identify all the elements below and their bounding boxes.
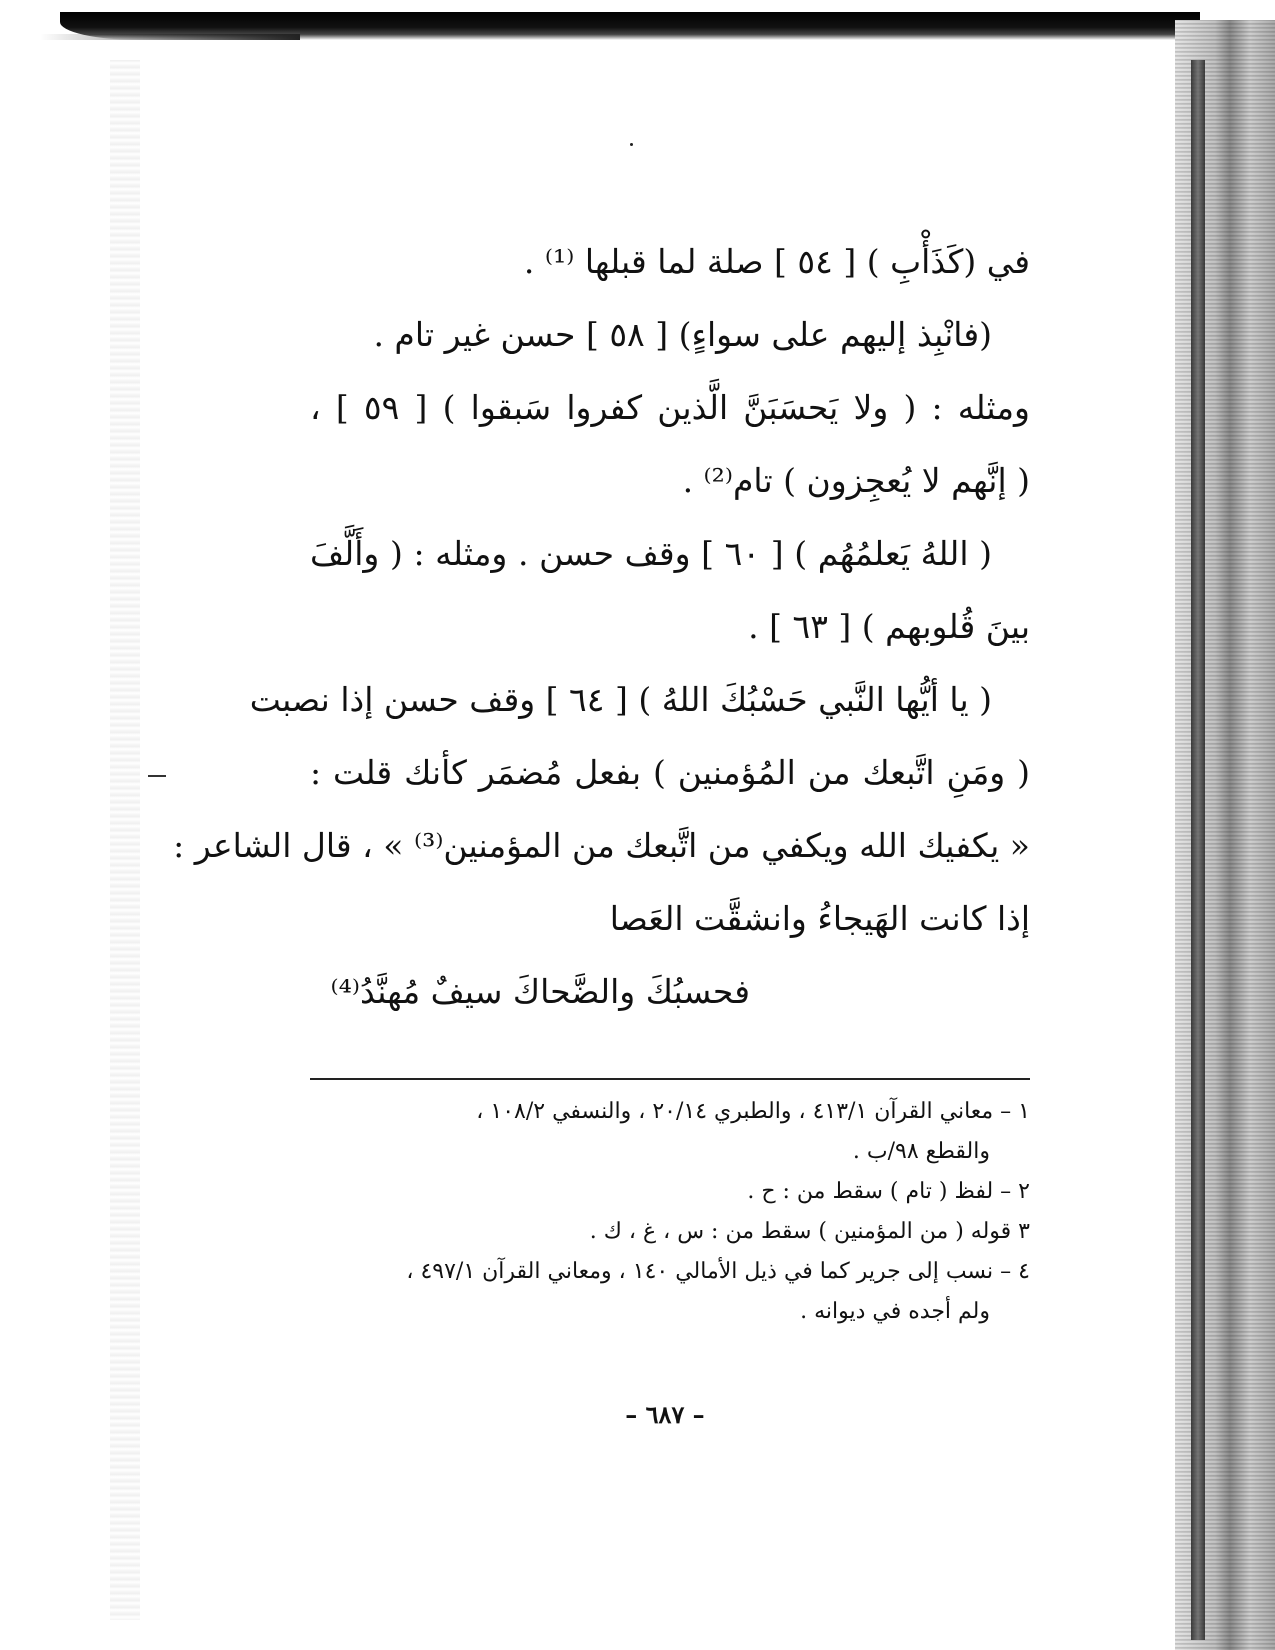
- text-line: ( إنَّهم لا يُعجِزون ) تام⁽²⁾ .: [682, 461, 1030, 500]
- verse-line-second-hemistich: فحسبُكَ والضَّحاكَ سيفٌ مُهنَّدُ⁽⁴⁾: [330, 972, 750, 1011]
- footnote-line: ٢ – لفظ ( تام ) سقط من : ح .: [747, 1179, 1030, 1204]
- text-line: ومثله : ( ولا يَحسَبَنَّ الَّذين كفروا سَبقوا ) [ ٥٩ ] ،: [310, 388, 1030, 427]
- scan-left-strip: [110, 60, 140, 1620]
- scan-dot: [630, 143, 633, 146]
- footnote-line: ١ – معاني القرآن ٤١٣/١ ، والطبري ٢٠/١٤ ، والنسفي ١٠٨/٢ ،: [476, 1099, 1030, 1124]
- footnote-line: ولم أجده في ديوانه .: [800, 1299, 990, 1324]
- footnotes: [310, 1092, 1030, 1332]
- page-number: – ٦٨٧ –: [625, 1400, 705, 1429]
- footnote-separator: [310, 1078, 1030, 1080]
- footnote-line: ٤ – نسب إلى جرير كما في ذيل الأمالي ١٤٠ ، ومعاني القرآن ٤٩٧/١ ،: [406, 1259, 1030, 1284]
- scan-mark: [148, 775, 166, 777]
- main-text: [173, 225, 1030, 1028]
- text-line: بينَ قُلوبهم ) [ ٦٣ ] .: [748, 607, 1030, 646]
- text-line: (فانْبِذ إليهم على سواءٍ) [ ٥٨ ] حسن غير تام .: [373, 315, 992, 354]
- text-line: ( اللهُ يَعلمُهُم ) [ ٦٠ ] وقف حسن . ومثله : ( وأَلَّفَ: [310, 534, 992, 573]
- text-line: في (كَذَأْبِ ) [ ٥٤ ] صلة لما قبلها ⁽¹⁾ .: [523, 242, 1030, 281]
- book-top-edge-fade: [40, 34, 300, 40]
- book-spine-edge: [1175, 20, 1275, 1650]
- text-line: « يكفيك الله ويكفي من اتَّبعك من المؤمنين⁽³⁾ » ، قال الشاعر :: [173, 826, 1030, 865]
- text-line: ( ومَنِ اتَّبعك من المُؤمنين ) بفعل مُضمَر كأنك قلت :: [310, 753, 1030, 792]
- verse-line-first-hemistich: إذا كانت الهَيجاءُ وانشقَّت العَصا: [609, 899, 1030, 938]
- footnote-line: ٣ قوله ( من المؤمنين ) سقط من : س ، غ ، ك .: [589, 1219, 1030, 1244]
- footnote-line: والقطع ٩٨/ب .: [852, 1139, 990, 1164]
- book-spine-shadow: [1191, 60, 1205, 1640]
- text-line: ( يا أيُّها النَّبي حَسْبُكَ اللهُ ) [ ٦٤ ] وقف حسن إذا نصبت: [249, 680, 992, 719]
